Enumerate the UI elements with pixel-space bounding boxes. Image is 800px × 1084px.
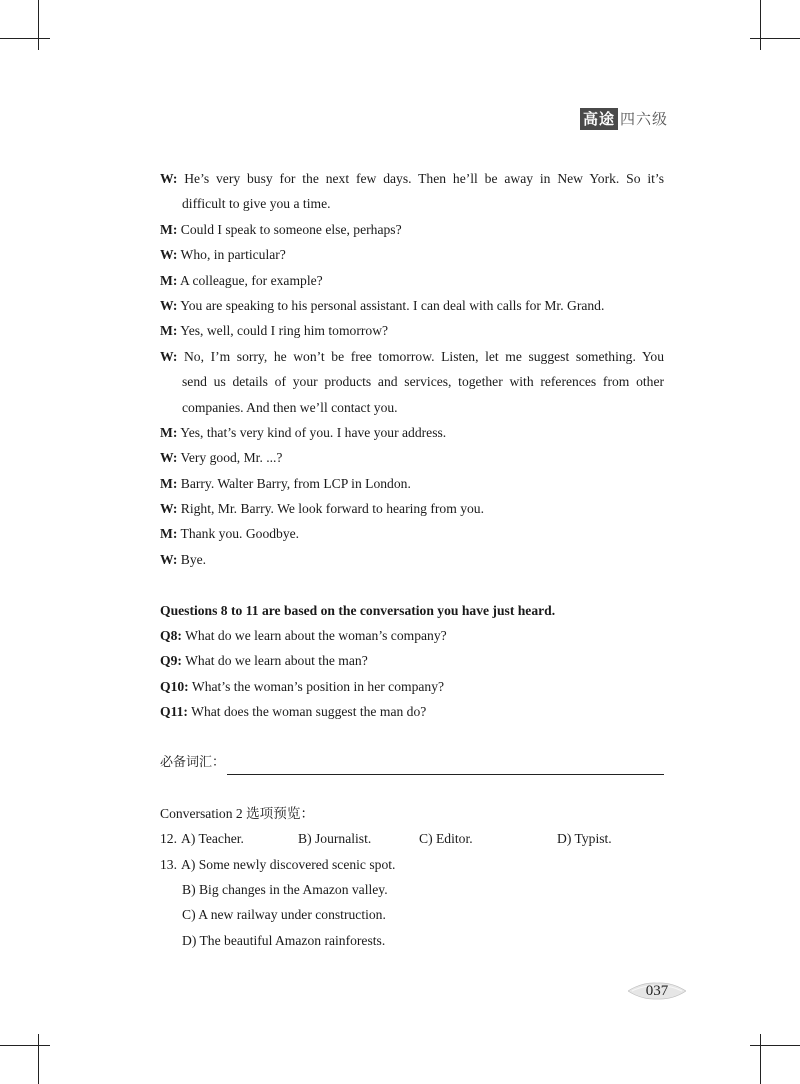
logo-text: 四六级: [620, 110, 669, 128]
question-label: Q10:: [160, 678, 189, 694]
question-item: [160, 623, 664, 648]
dialogue-line: [160, 521, 664, 546]
crop-mark-top-right-h: [750, 38, 800, 39]
crop-mark-bottom-left-h: [0, 1045, 50, 1046]
dialogue-line: [160, 369, 664, 394]
question-text: What do we learn about the woman’s company?: [185, 628, 447, 644]
speaker-label: W:: [160, 551, 178, 567]
dialogue-line: [160, 496, 664, 521]
dialogue-text: You are speaking to his personal assistant. I can deal with calls for Mr. Grand.: [180, 297, 605, 313]
speaker-label: W:: [160, 450, 178, 466]
crop-mark-bottom-right-h: [750, 1045, 800, 1046]
preview-title: Conversation 2 选项预览：: [160, 805, 315, 821]
vocab-row: [160, 750, 664, 775]
dialogue-text: difficult to give you a time.: [182, 196, 331, 212]
speaker-label: M:: [160, 424, 178, 440]
dialogue-text: No, I’m sorry, he won’t be free tomorrow. Listen, let me suggest something. You: [183, 348, 664, 364]
question-label: Q11:: [160, 704, 188, 720]
speaker-label: M:: [160, 221, 178, 237]
page-number: 037: [645, 983, 669, 999]
spacer: [160, 775, 664, 800]
speaker-label: W:: [160, 297, 178, 313]
questions-heading: Questions 8 to 11 are based on the conversation you have just heard.: [160, 602, 556, 618]
question-text: What does the woman suggest the man do?: [191, 704, 427, 720]
dialogue-line: [160, 242, 664, 267]
dialogue-line: [160, 318, 664, 343]
crop-mark-bottom-left-v: [38, 1034, 39, 1084]
dialogue-text: Barry. Walter Barry, from LCP in London.: [180, 475, 411, 491]
speaker-label: M:: [160, 526, 178, 542]
q12-option-c: C) Editor.: [419, 831, 473, 847]
dialogue-line: [160, 471, 664, 496]
speaker-label: M:: [160, 475, 178, 491]
dialogue-line: [160, 445, 664, 470]
dialogue-text: companies. And then we’ll contact you.: [182, 399, 398, 415]
dialogue-text: Bye.: [180, 551, 207, 567]
dialogue-text: Yes, that’s very kind of you. I have your address.: [180, 424, 447, 440]
crop-mark-top-right-v: [760, 0, 761, 50]
header-logo: [580, 108, 668, 130]
dialogue-text: Yes, well, could I ring him tomorrow?: [180, 323, 389, 339]
q12-option-d: D) Typist.: [557, 831, 612, 847]
dialogue-line: [160, 217, 664, 242]
question-item: [160, 648, 664, 673]
speaker-label: M:: [160, 272, 178, 288]
vocab-fill-line: [227, 756, 664, 775]
dialogue-text: Right, Mr. Barry. We look forward to hearing from you.: [180, 501, 484, 517]
speaker-label: W:: [160, 348, 178, 364]
dialogue-text: Thank you. Goodbye.: [180, 526, 300, 542]
spacer: [160, 725, 664, 750]
crop-mark-top-left-v: [38, 0, 39, 50]
vocab-label: 必备词汇：: [160, 754, 226, 770]
crop-mark-top-left-h: [0, 38, 50, 39]
speaker-label: W:: [160, 171, 178, 186]
spacer: [160, 572, 664, 597]
dialogue-text: send us details of your products and services, together with references from other: [182, 374, 664, 390]
page-content: [160, 166, 664, 953]
logo-box: 高途: [580, 108, 618, 130]
q13-option-b: B) Big changes in the Amazon valley.: [182, 881, 388, 897]
dialogue-line: [160, 191, 664, 216]
q13-option-d: D) The beautiful Amazon rainforests.: [182, 932, 386, 948]
q12-number: 12.: [160, 831, 177, 847]
crop-mark-bottom-right-v: [760, 1034, 761, 1084]
speaker-label: W:: [160, 247, 178, 263]
q13-option-c: C) A new railway under construction.: [182, 907, 386, 923]
dialogue-text: Could I speak to someone else, perhaps?: [180, 221, 402, 237]
dialogue-line: [160, 395, 664, 420]
dialogue-text: A colleague, for example?: [180, 272, 323, 288]
q12-option-a: A) Teacher.: [181, 831, 244, 847]
dialogue-line: [160, 547, 664, 572]
q13-option-row: [160, 852, 664, 877]
question-label: Q9:: [160, 653, 182, 669]
dialogue-text: He’s very busy for the next few days. Then he’ll be away in New York. So it’s: [184, 171, 664, 186]
q13-number: 13.: [160, 856, 177, 872]
dialogue-line: [160, 344, 664, 369]
page-number-badge: [628, 980, 686, 1002]
q12-option-b: B) Journalist.: [298, 831, 372, 847]
question-label: Q8:: [160, 628, 182, 644]
dialogue-text: Who, in particular?: [180, 247, 286, 263]
question-item: [160, 674, 664, 699]
q13-option-a: A) Some newly discovered scenic spot.: [181, 856, 396, 872]
q12-options: [160, 826, 664, 851]
speaker-label: M:: [160, 323, 178, 339]
question-item: [160, 699, 664, 724]
dialogue-line: [160, 166, 664, 191]
dialogue-line: [160, 293, 664, 318]
question-text: What do we learn about the man?: [185, 653, 368, 669]
speaker-label: W:: [160, 501, 178, 517]
dialogue-line: [160, 268, 664, 293]
question-text: What’s the woman’s position in her company?: [191, 678, 445, 694]
dialogue-text: Very good, Mr. ...?: [180, 450, 283, 466]
dialogue-line: [160, 420, 664, 445]
